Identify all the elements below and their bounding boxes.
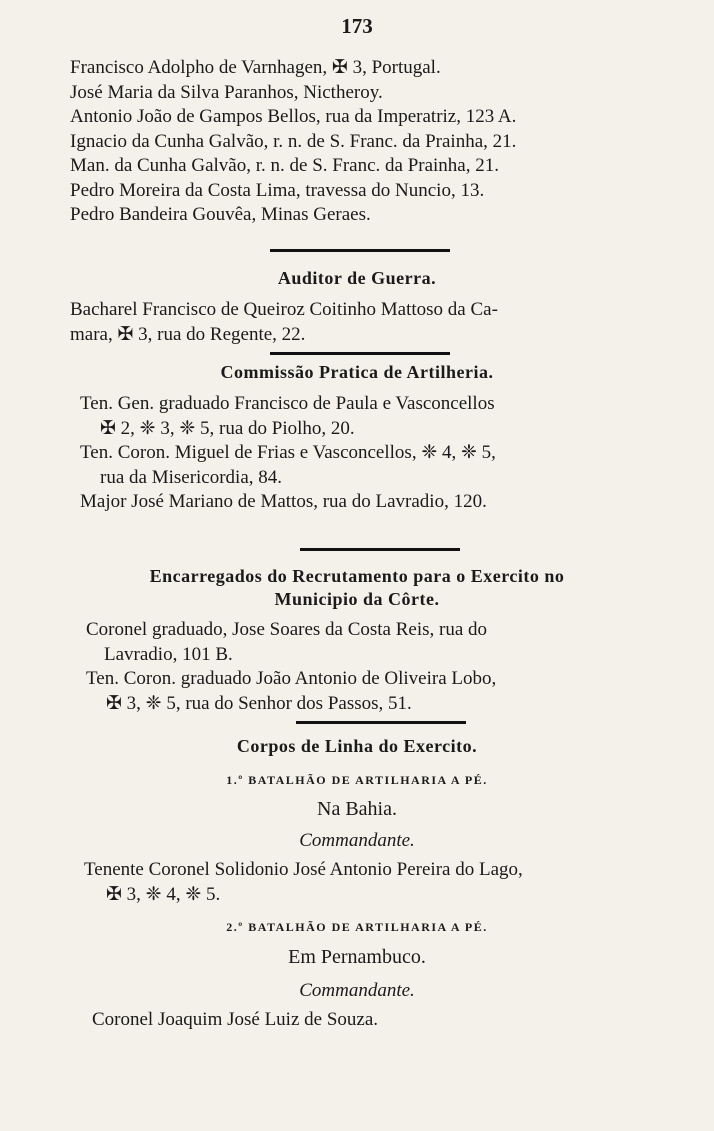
list-item: ✠ 2, ❈ 3, ❈ 5, rua do Piolho, 20.	[100, 417, 355, 439]
section-divider	[300, 548, 460, 551]
list-item: Ten. Coron. graduado João Antonio de Oliveira Lobo,	[86, 668, 497, 689]
list-item: Francisco Adolpho de Varnhagen, ✠ 3, Portugal.	[70, 57, 441, 78]
list-item: rua da Misericordia, 84.	[100, 466, 283, 488]
list-item: Ten. Coron. Miguel de Frias e Vasconcellos, ❈ 4, ❈ 5,	[80, 442, 496, 463]
batalhao-1-role: Commandante.	[299, 830, 415, 851]
batalhao-2-role: Commandante.	[299, 980, 415, 1001]
batalhao-1-commander	[84, 858, 684, 907]
batalhao-2-place: Em Pernambuco.	[288, 946, 426, 968]
section-heading-encarregados-cont: Municipio da Côrte.	[274, 589, 440, 609]
section-heading-corpos: Corpos de Linha do Exercito.	[236, 736, 478, 756]
batalhao-2-title: 2.º BATALHÃO DE ARTILHARIA A PÉ.	[226, 920, 488, 934]
list-item: Lavradio, 101 B.	[104, 643, 233, 665]
intro-list	[70, 56, 670, 228]
list-item: Coronel Joaquim José Luiz de Souza.	[92, 1009, 379, 1030]
list-item: Ten. Gen. graduado Francisco de Paula e Vasconcellos	[80, 393, 495, 414]
section-divider	[270, 249, 450, 252]
list-item: mara, ✠ 3, rua do Regente, 22.	[70, 323, 306, 345]
list-item: ✠ 3, ❈ 5, rua do Senhor dos Passos, 51.	[106, 692, 412, 714]
encarregados-entries	[70, 618, 670, 716]
page-number: 173	[341, 14, 373, 38]
list-item: Pedro Moreira da Costa Lima, travessa do Nuncio, 13.	[70, 179, 485, 201]
section-heading-encarregados: Encarregados do Recrutamento para o Exercito no	[149, 566, 565, 586]
list-item: Antonio João de Gampos Bellos, rua da Imperatriz, 123 A.	[70, 106, 517, 127]
batalhao-1-place: Na Bahia.	[317, 798, 397, 820]
list-item: Major José Mariano de Mattos, rua do Lavradio, 120.	[80, 491, 487, 512]
list-item: Coronel graduado, Jose Soares da Costa Reis, rua do	[86, 619, 488, 640]
section-divider	[270, 352, 450, 355]
list-item: ✠ 3, ❈ 4, ❈ 5.	[106, 883, 221, 905]
list-item: José Maria da Silva Paranhos, Nictheroy.	[70, 81, 383, 103]
batalhao-1-title: 1.º BATALHÃO DE ARTILHARIA A PÉ.	[226, 773, 488, 787]
list-item: Man. da Cunha Galvão, r. n. de S. Franc. da Prainha, 21.	[70, 155, 499, 176]
batalhao-2-commander	[92, 1008, 692, 1033]
section-heading-commissao: Commissão Pratica de Artilheria.	[220, 362, 494, 382]
commissao-entries	[70, 392, 670, 515]
auditor-entry	[70, 298, 670, 347]
list-item: Bacharel Francisco de Queiroz Coitinho Mattoso da Ca-	[70, 299, 498, 320]
section-divider	[296, 721, 466, 724]
list-item: Ignacio da Cunha Galvão, r. n. de S. Franc. da Prainha, 21.	[70, 130, 517, 152]
list-item: Pedro Bandeira Gouvêa, Minas Geraes.	[70, 204, 371, 225]
section-heading-auditor: Auditor de Guerra.	[277, 268, 437, 288]
list-item: Tenente Coronel Solidonio José Antonio Pereira do Lago,	[84, 859, 523, 880]
